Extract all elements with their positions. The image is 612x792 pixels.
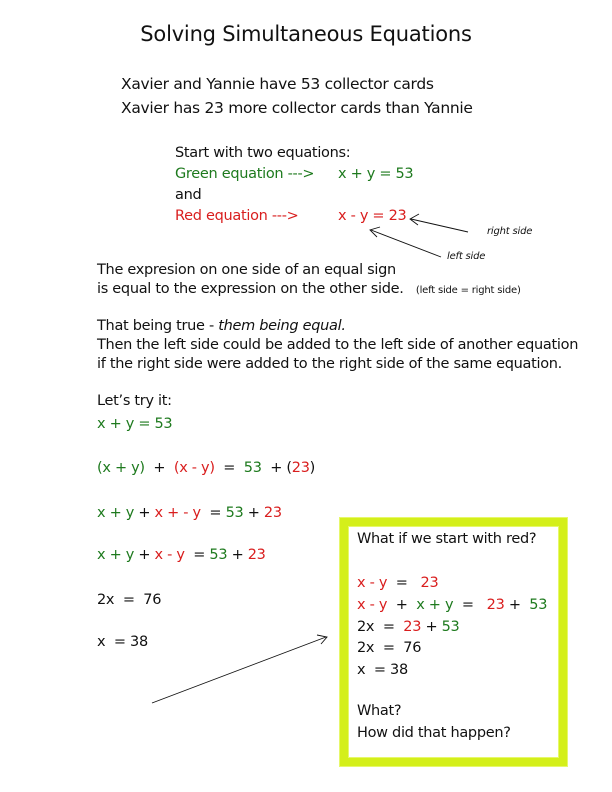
setup-and: and: [175, 187, 202, 203]
step-6: x = 38: [97, 634, 148, 650]
step-3-red-right: 23: [263, 505, 282, 521]
intro-line-1: Xavier and Yannie have 53 collector cards: [121, 75, 434, 93]
box-question-1: What?: [357, 703, 402, 719]
step-3-green-left: x + y: [97, 505, 135, 521]
box-heading: What if we start with red?: [357, 531, 537, 547]
step-3-plus-right: +: [243, 505, 264, 521]
step-3-plus: +: [134, 505, 155, 521]
box-line-2-plus-right: +: [504, 597, 530, 613]
step-2-plus-paren: + (: [261, 460, 292, 476]
step-2-green-right: 53: [243, 460, 262, 476]
right-side-arrow-icon: [410, 214, 468, 232]
box-question-2: How did that happen?: [357, 725, 511, 741]
step-2-close-paren: ): [309, 460, 315, 476]
step-3-equals: =: [200, 505, 226, 521]
green-equation-label: Green equation --->: [175, 166, 315, 182]
left-side-arrow-icon: [370, 227, 441, 257]
explanation-line-2-text: is equal to the expression on the other side.: [97, 281, 404, 297]
step-2-green-left: (x + y): [97, 460, 145, 476]
green-equation: x + y = 53: [338, 166, 414, 182]
step-1: x + y = 53: [97, 416, 173, 432]
setup-start: Start with two equations:: [175, 145, 351, 161]
step-5: 2x = 76: [97, 592, 162, 608]
box-line-1-red-right: 23: [416, 575, 439, 591]
step-4-green-right: 53: [209, 547, 228, 563]
step-4-red-right: 23: [247, 547, 266, 563]
step-4-plus: +: [134, 547, 155, 563]
box-line-2-red-left: x - y: [357, 597, 388, 613]
box-line-4: 2x = 76: [357, 640, 422, 656]
step-3-green-right: 53: [225, 505, 244, 521]
left-side-label: left side: [447, 251, 486, 262]
box-line-2-green-right: 53: [529, 597, 548, 613]
box-line-2-plus: +: [387, 597, 417, 613]
explanation-line-4: Then the left side could be added to the left side of another equation: [97, 337, 579, 353]
step-4-plus-right: +: [227, 547, 248, 563]
box-line-3-plus: +: [421, 619, 442, 635]
red-equation: x - y = 23: [338, 208, 407, 224]
explanation-line-3-plain: That being true -: [97, 318, 219, 334]
step-2-equals: =: [214, 460, 244, 476]
box-line-3-left: 2x =: [357, 619, 404, 635]
intro-line-2: Xavier has 23 more collector cards than Yannie: [121, 99, 473, 117]
box-line-3-green: 53: [441, 619, 460, 635]
box-line-5: x = 38: [357, 662, 408, 678]
step-2-red-right: 23: [291, 460, 310, 476]
step-2-red-left: (x - y): [173, 460, 215, 476]
explanation-line-3-italic: them being equal.: [218, 318, 346, 334]
red-equation-label: Red equation --->: [175, 208, 299, 224]
page-title: Solving Simultaneous Equations: [140, 22, 472, 46]
step-4-green-left: x + y: [97, 547, 135, 563]
steps-intro: Let’s try it:: [97, 393, 172, 409]
explanation-note: (left side = right side): [415, 285, 521, 296]
explanation-line-1: The expresion on one side of an equal sign: [97, 262, 396, 278]
box-line-2-red-right: 23: [482, 597, 505, 613]
step-3-red-left: x + - y: [154, 505, 201, 521]
right-side-label: right side: [487, 226, 533, 237]
box-line-3-red: 23: [403, 619, 422, 635]
step-4-red-left: x - y: [154, 547, 185, 563]
step-4-equals: =: [184, 547, 210, 563]
box-line-1-equals: =: [387, 575, 417, 591]
box-line-2-green-left: x + y: [416, 597, 454, 613]
pointer-arrow-icon: [152, 635, 327, 703]
explanation-line-5: if the right side were added to the right side of the same equation.: [97, 356, 562, 372]
box-line-1-red-left: x - y: [357, 575, 388, 591]
step-2-plus: +: [144, 460, 174, 476]
box-line-2-equals: =: [453, 597, 483, 613]
